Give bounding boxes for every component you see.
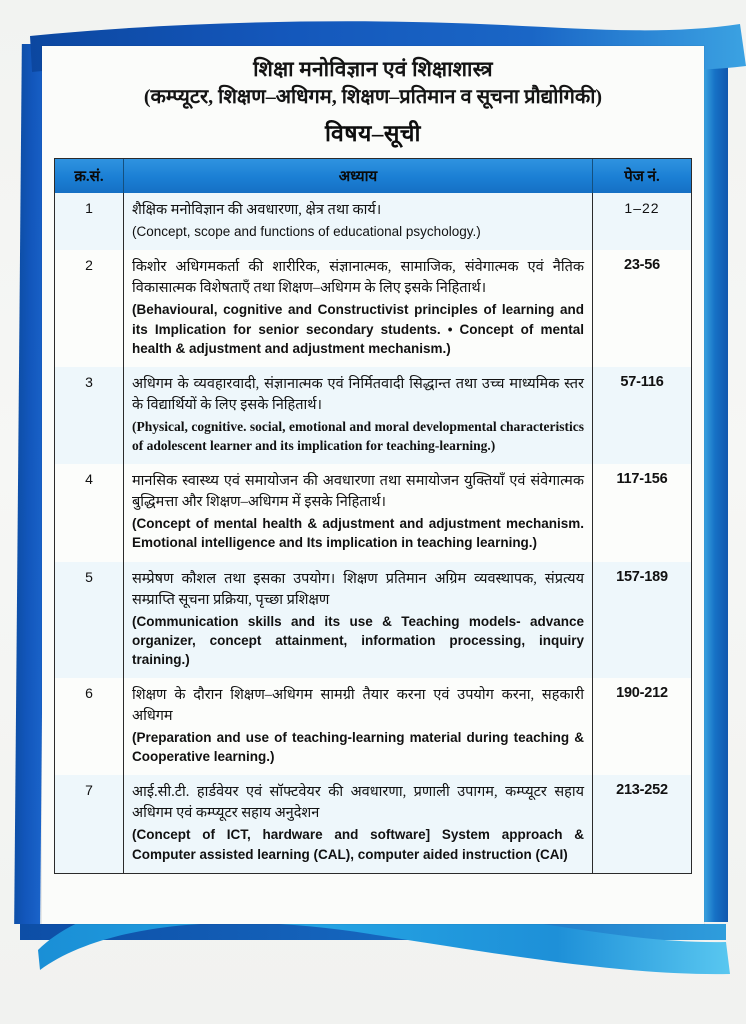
row-page-range: 213-252 — [593, 775, 692, 872]
chapter-title-english: (Behavioural, cognitive and Constructivist principles of learning and its Implication for senior secondary students. • Concept of mental health & adjustment and adjustment mechanism.) — [132, 302, 584, 356]
toc-heading: विषय–सूची — [325, 121, 421, 147]
row-page-range: 117-156 — [593, 464, 692, 561]
page-subtitle: (कम्प्यूटर, शिक्षण–अधिगम, शिक्षण–प्रतिमान व सूचना प्रौद्योगिकी) — [143, 86, 603, 109]
chapter-title-hindi: किशोर अधिगमकर्ता की शारीरिक, संज्ञानात्मक, सामाजिक, संवेगात्मक एवं नैतिक विकासात्मक विशेषताएँ तथा शिक्षण–अधिगम के लिए इसके निहितार्थ। — [132, 259, 584, 297]
table-header-row — [55, 159, 691, 193]
row-page-range: 57-116 — [593, 367, 692, 464]
row-chapter — [124, 678, 593, 775]
toc-table-container — [54, 158, 692, 874]
row-chapter — [124, 464, 593, 561]
row-serial: 5 — [55, 562, 124, 679]
chapter-title-hindi: मानसिक स्वास्थ्य एवं समायोजन की अवधारणा तथा समायोजन युक्तियाँ एवं संवेगात्मक बुद्धिमत्ता और शिक्षण–अधिगम में इसके निहितार्थ। — [132, 473, 584, 511]
chapter-title-hindi: सम्प्रेषण कौशल तथा इसका उपयोग। शिक्षण प्रतिमान अग्रिम व्यवस्थापक, संप्रत्यय सम्प्राप्ति सूचना प्रक्रिया, पृच्छा प्रशिक्षण — [132, 570, 584, 608]
frame-right-bar — [704, 32, 728, 922]
content-sheet — [42, 46, 704, 924]
row-serial: 3 — [55, 367, 124, 464]
row-serial: 7 — [55, 775, 124, 872]
chapter-title-hindi: अधिगम के व्यवहारवादी, संज्ञानात्मक एवं निर्मितवादी सिद्धान्त तथा उच्च माध्यमिक स्तर के विद्यार्थियों के लिए इसके निहितार्थ। — [132, 375, 584, 413]
row-serial: 4 — [55, 464, 124, 561]
table-row — [55, 464, 691, 561]
chapter-title-english: (Concept of mental health & adjustment and adjustment mechanism. Emotional intelligence and Its implication in teaching learning.) — [132, 516, 584, 551]
chapter-title-hindi: शैक्षिक मनोविज्ञान की अवधारणा, क्षेत्र तथा कार्य। — [132, 202, 382, 219]
title-block — [42, 46, 704, 148]
table-row — [55, 193, 691, 250]
row-page-range: 1–22 — [593, 193, 692, 250]
chapter-title-english: (Concept, scope and functions of educational psychology.) — [132, 224, 481, 240]
row-chapter — [124, 250, 593, 367]
table-row — [55, 678, 691, 775]
toc-table — [55, 159, 691, 873]
toc-table-head — [55, 159, 691, 193]
chapter-title-english: (Physical, cognitive. social, emotional and moral developmental characteristics of adolescent learner and its implication for teaching-learning.) — [132, 418, 584, 454]
page-title: शिक्षा मनोविज्ञान एवं शिक्षाशास्त्र — [253, 57, 493, 81]
table-row — [55, 250, 691, 367]
chapter-title-english: (Communication skills and its use & Teaching models- advance organizer, concept attainment, information processing, inquiry training.) — [132, 613, 584, 667]
chapter-title-hindi: शिक्षण के दौरान शिक्षण–अधिगम सामग्री तैयार करना एवं उपयोग करना, सहकारी अधिगम — [132, 687, 584, 725]
chapter-title-hindi: आई.सी.टी. हार्डवेयर एवं सॉफ्टवेयर की अवधारणा, प्रणाली उपागम, कम्प्यूटर सहाय अधिगम एवं कम्प्यूटर सहाय अनुदेशन — [132, 784, 584, 822]
toc-table-body — [55, 193, 691, 873]
row-chapter — [124, 193, 593, 250]
row-chapter — [124, 562, 593, 679]
row-chapter — [124, 775, 593, 872]
table-row — [55, 367, 691, 464]
column-header-serial: क्र.सं. — [55, 159, 124, 193]
column-header-chapter: अध्याय — [124, 159, 593, 193]
table-row — [55, 562, 691, 679]
chapter-title-english: (Concept of ICT, hardware and software] System approach & Computer assisted learning (CAL), computer aided instruction (CAI) — [132, 827, 584, 862]
row-page-range: 190-212 — [593, 678, 692, 775]
row-serial: 1 — [55, 193, 124, 250]
row-page-range: 23-56 — [593, 250, 692, 367]
row-page-range: 157-189 — [593, 562, 692, 679]
column-header-page: पेज नं. — [593, 159, 692, 193]
chapter-title-english: (Preparation and use of teaching-learning material during teaching & Cooperative learning.) — [132, 730, 584, 765]
row-serial: 6 — [55, 678, 124, 775]
row-serial: 2 — [55, 250, 124, 367]
row-chapter — [124, 367, 593, 464]
table-row — [55, 775, 691, 872]
